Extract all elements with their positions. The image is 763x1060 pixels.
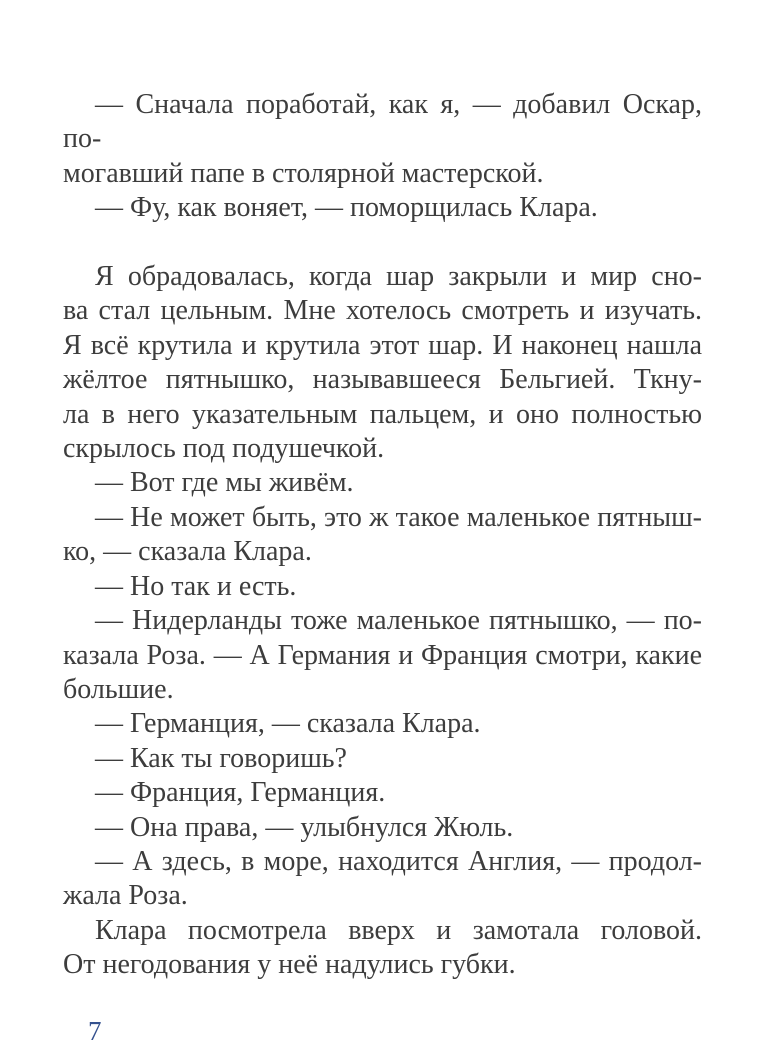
- blank-line: [63, 226, 702, 260]
- text-line: жала Роза.: [63, 880, 188, 912]
- text-line: казала Роза. — А Германия и Франция смотри, какие: [63, 639, 702, 671]
- text-line: ко, — сказала Клара.: [63, 536, 312, 568]
- text-line: Я обрадовалась, когда шар закрыли и мир сно-: [95, 261, 702, 293]
- text-block: [63, 88, 702, 983]
- text-line: — Не может быть, это ж такое маленькое пятныш-: [95, 501, 702, 533]
- text-line: — Но так и есть.: [95, 570, 297, 602]
- page-number: 7: [88, 1016, 102, 1046]
- text-line: От негодования у неё надулись губки.: [63, 949, 516, 981]
- text-line: — Вот где мы живём.: [95, 467, 354, 499]
- text-line: — Она права, — улыбнулся Жюль.: [95, 811, 514, 843]
- text-line: могавший папе в столярной мастерской.: [63, 157, 544, 189]
- text-line: скрылось под подушечкой.: [63, 433, 385, 465]
- text-line: большие.: [63, 673, 174, 705]
- text-line: — А здесь, в море, находится Англия, — продол-: [95, 845, 702, 877]
- text-line: жёлтое пятнышко, называвшееся Бельгией. Ткну-: [63, 364, 702, 396]
- text-line: — Фу, как воняет, — поморщилась Клара.: [95, 192, 598, 224]
- text-line: — Сначала поработай, как я, — добавил Оскар, по-: [63, 89, 702, 155]
- text-line: — Как ты говоришь?: [95, 742, 347, 774]
- text-line: Я всё крутила и крутила этот шар. И наконец нашла: [63, 329, 702, 361]
- text-line: — Франция, Германция.: [95, 777, 386, 809]
- text-line: ва стал цельным. Мне хотелось смотреть и изучать.: [63, 295, 702, 327]
- text-line: Клара посмотрела вверх и замотала головой.: [95, 914, 702, 946]
- text-line: — Нидерланды тоже маленькое пятнышко, — по-: [95, 605, 702, 637]
- text-line: ла в него указательным пальцем, и оно полностью: [63, 398, 702, 430]
- text-line: — Германция, — сказала Клара.: [95, 708, 481, 740]
